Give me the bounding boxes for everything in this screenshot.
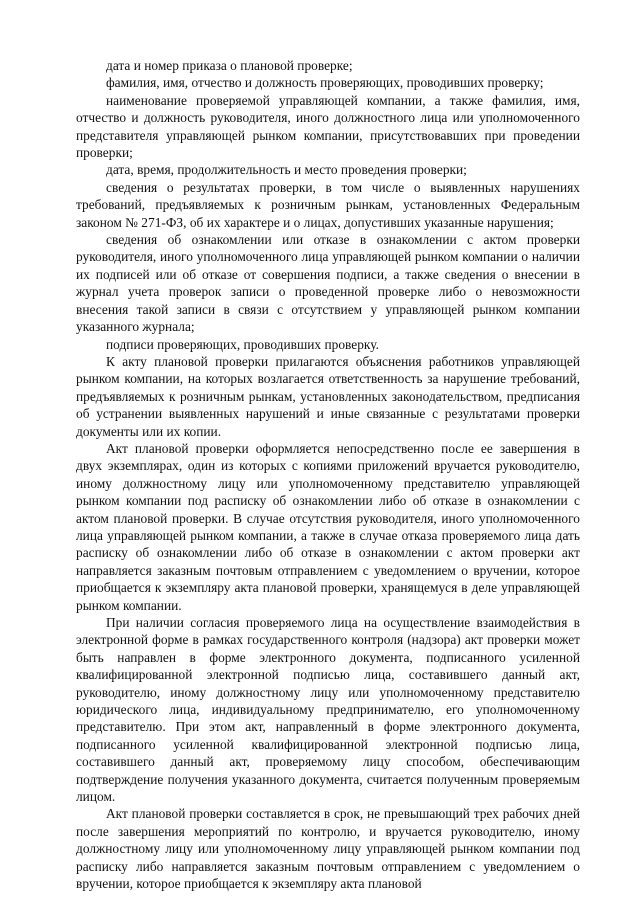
paragraph-attachments: К акту плановой проверки прилагаются объяснения работников управляющей рынком компании, на которых возлагается ответственность за нарушение требований, предъявляемых к розничным рынкам, установленных законодательством, предписания об устранении выявленных нарушений и иные связанные с результатами проверки документы или их копии.: [76, 353, 580, 439]
paragraph-electronic-form: При наличии согласия проверяемого лица на осуществление взаимодействия в электронной форме в рамках государственного контроля (надзора) акт проверки может быть направлен в форме электронного документа, подписанного усиленной квалифицированной электронной подписью лица, составившего данный акт, руководителю, иному должностному лицу или уполномоченному представителю юридического лица, индивидуальному предпринимателю, его уполномоченному представителю. При этом акт, направленный в форме электронного документа, подписанного усиленной квалифицированной электронной подписью лица, составившего данный акт, проверяемому лицу способом, обеспечивающим подтверждение получения указанного документа, считается полученным проверяемым лицом.: [76, 615, 580, 805]
paragraph-signatures: подписи проверяющих, проводивших проверку.: [106, 336, 379, 352]
paragraph-order-date: дата и номер приказа о плановой проверке;: [106, 58, 353, 73]
paragraph-act-execution: Акт плановой проверки оформляется непосредственно после ее завершения в двух экземплярах, один из которых с копиями приложений вручается руководителю, иному должностному лицу или уполномоченному представителю управляющей рынком компании под расписку об ознакомлении либо об отказе в ознакомлении с актом плановой проверки. В случае отсутствия руководителя, иного уполномоченного лица управляющей рынком компании, а также в случае отказа проверяемого лица дать расписку об ознакомлении либо об отказе в ознакомлении с актом проверки акт направляется заказным почтовым отправлением с уведомлением о вручении, которое приобщается к экземпляру акта плановой проверки, хранящемуся в деле управляющей рынком компании.: [76, 440, 580, 613]
paragraph-date-place: дата, время, продолжительность и место проведения проверки;: [106, 162, 467, 178]
paragraph-act-deadline: Акт плановой проверки составляется в срок, не превышающий трех рабочих дней после завершения мероприятий по контролю, и вручается руководителю, иному должностному лицу или уполномоченному лицу управляющей рынком компании под расписку либо направляется заказным почтовым отправлением с уведомлением о вручении, которое приобщается к экземпляру акта плановой: [76, 806, 580, 892]
paragraph-company-name: наименование проверяемой управляющей компании, а также фамилия, имя, отчество и должность руководителя, иного должностного лица или уполномоченного представителя управляющей рынком компании, присутствовавших при проведении проверки;: [76, 92, 580, 161]
paragraph-acquaintance: сведения об ознакомлении или отказе в ознакомлении с актом проверки руководителя, иного уполномоченного лица управляющей рынком компании о наличии их подписей или об отказе от совершения подписи, а также сведения о внесении в журнал учета проверок записи о проведенной проверке либо о невозможности внесения такой записи в связи с отсутствием у управляющей рынком компании указанного журнала;: [76, 232, 580, 335]
paragraph-inspectors: фамилия, имя, отчество и должность проверяющих, проводивших проверку;: [106, 75, 544, 91]
paragraph-results: сведения о результатах проверки, в том числе о выявленных нарушениях требований, предъявляемых к розничным рынкам, установленных Федеральным законом № 271-ФЗ, об их характере и о лицах, допустивших указанные нарушения;: [76, 179, 580, 230]
document-body: [76, 57, 580, 893]
